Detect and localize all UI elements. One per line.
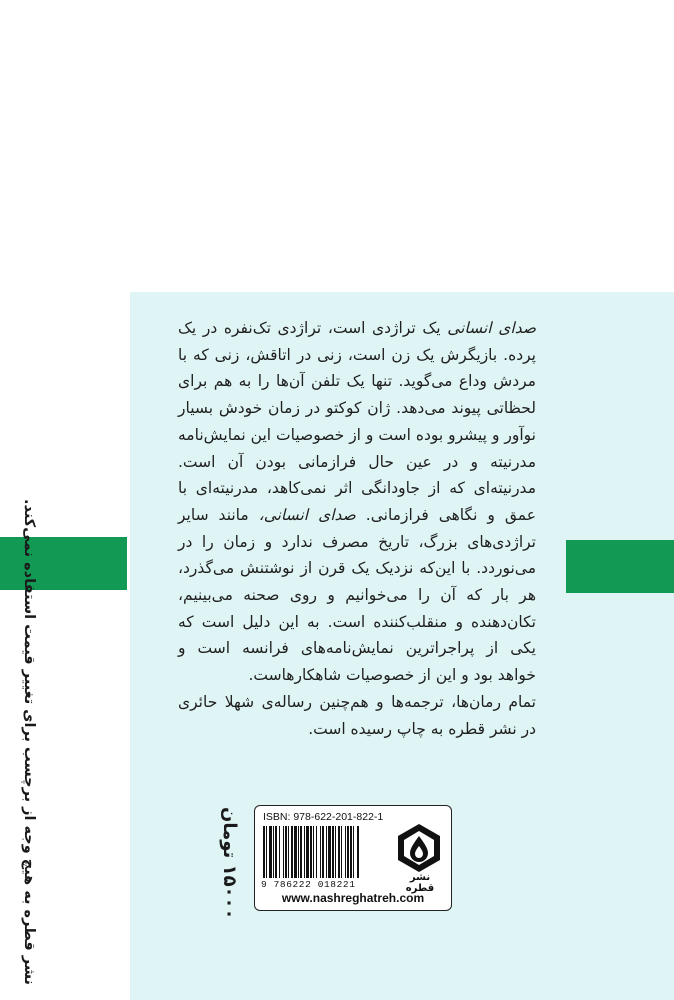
price-label: ۱۵۰۰۰ تومان — [219, 807, 240, 920]
green-band-right — [566, 540, 674, 593]
barcode-bar — [341, 826, 342, 878]
barcode-bar — [266, 826, 267, 878]
barcode-bar — [294, 826, 297, 878]
back-cover-blurb — [178, 315, 536, 742]
barcode-bar — [273, 826, 274, 878]
green-band-left — [0, 537, 127, 590]
barcode-bar — [300, 826, 302, 878]
barcode-bar — [298, 826, 299, 878]
top-blank-area — [0, 0, 674, 292]
barcode-bar — [283, 826, 284, 878]
blurb-text-b: مانند سایر تراژدی‌های بزرگ، تاریخ مصرف ندارد و زمان را در می‌نوردد. با این‌که نزدیک یک قرن از نوشتنش می‌گذرد، هر بار که آن را می‌خوانیم و روی صحنه می‌بینیم، تکان‌دهنده و منقلب‌کننده است. به این دلیل است که یکی از پراجراترین نمایش‌نامه‌های فرانسه است و خواهد بود و این از خصوصیات شاهکارهاست. — [178, 505, 536, 685]
barcode-bar — [347, 826, 349, 878]
barcode-bar — [322, 826, 324, 878]
barcode-bar — [263, 826, 265, 878]
barcode-bar — [335, 826, 336, 878]
hexagon-drop-logo-icon — [395, 822, 443, 874]
barcode-digits: 9 786222 018221 — [261, 879, 356, 890]
barcode-bar — [310, 826, 312, 878]
barcode-bar — [291, 826, 293, 878]
price-policy-note: نشر قطره به هیچ وجه از برچسب برای تغییر قیمت استفاده نمی‌کند. — [21, 499, 37, 985]
blurb-paragraph-2: تمام رمان‌ها، ترجمه‌ها و هم‌چنین رساله‌ی شهلا حائری در نشر قطره به چاپ رسیده است. — [178, 692, 536, 738]
barcode-bar — [338, 826, 340, 878]
barcode-bar — [332, 826, 334, 878]
blurb-paragraph-1 — [178, 315, 536, 689]
barcode-bar — [350, 826, 352, 878]
blurb-text-a: یک تراژدی است، تراژدی تک‌نفره در یک پرده. بازیگرش یک زن است، زنی در اتاقش، زنی که با مردش وداع می‌گوید. تنها یک تلفن آن‌ها را به هم برای لحظاتی پیوند می‌دهد. ژان کوکتو در زمان خودش بسیار نوآور و پیشرو بوده است و از خصوصیات این نمایش‌نامه مدرنیته و در عین حال فرازمانی بودن آن است. مدرنیته‌ای که از جاودانگی اثر نمی‌کاهد، مدرنیته‌ای با عمق و نگاهی فرازمانی. — [178, 319, 536, 524]
isbn-number: ISBN: 978-622-201-822-1 — [263, 811, 384, 823]
book-title-italic-2: صدای انسانی، — [258, 505, 356, 524]
barcode-bar — [326, 826, 327, 878]
barcode-bar — [345, 826, 346, 878]
publisher-name: نشر قطره — [405, 872, 435, 894]
barcode-bar — [288, 826, 289, 878]
barcode-bar — [320, 826, 321, 878]
publisher-website: www.nashreghatreh.com — [281, 891, 425, 905]
barcode-bar — [328, 826, 331, 878]
barcode-bar — [306, 826, 309, 878]
barcode-bar — [313, 826, 314, 878]
barcode-bar — [269, 826, 272, 878]
barcode-bar — [304, 826, 305, 878]
book-title-italic: صدای انسانی — [447, 319, 536, 337]
barcode-bar — [285, 826, 287, 878]
barcode-bar — [279, 826, 280, 878]
barcode-bars — [263, 826, 391, 878]
barcode-bar — [275, 826, 277, 878]
barcode-sticker — [254, 805, 452, 911]
barcode-bar — [357, 826, 359, 878]
barcode-bar — [353, 826, 354, 878]
barcode-bar — [316, 826, 317, 878]
